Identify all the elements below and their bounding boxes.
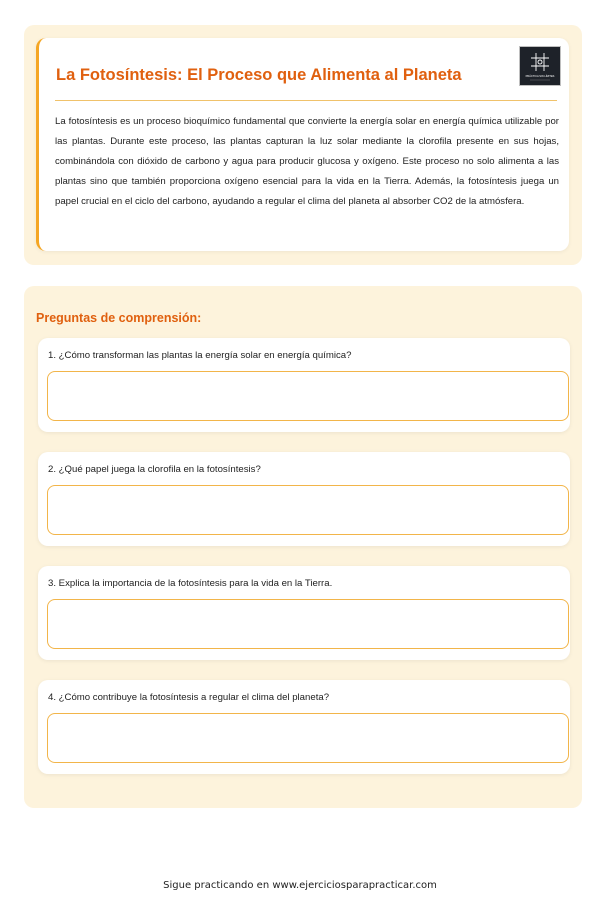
answer-box[interactable]	[47, 599, 569, 649]
question-card	[38, 452, 570, 546]
question-text: 2. ¿Qué papel juega la clorofila en la fotosíntesis?	[48, 464, 261, 475]
title-divider	[55, 100, 557, 101]
answer-box[interactable]	[47, 371, 569, 421]
question-text: 1. ¿Cómo transforman las plantas la energía solar en energía química?	[48, 350, 352, 361]
answer-box[interactable]	[47, 485, 569, 535]
questions-heading: Preguntas de comprensión:	[36, 311, 202, 325]
reading-card	[36, 38, 569, 251]
footer-text: Sigue practicando en www.ejerciciosparapracticar.com	[163, 880, 437, 891]
question-card	[38, 338, 570, 432]
question-card	[38, 566, 570, 660]
question-card	[38, 680, 570, 774]
logo-text: PRÁCTICA SIN LÍMITES	[525, 75, 555, 78]
reading-paragraph: La fotosíntesis es un proceso bioquímico fundamental que convierte la energía solar en energía química utilizable por las plantas. Durante este proceso, las plantas capturan la luz solar mediante la clorofila presente en sus hojas, combinándola con dióxido de carbono y agua para producir glucosa y oxígeno. Este proceso no solo alimenta a las plantas sino que también proporciona oxígeno esencial para la vida en la Tierra. Además, la fotosíntesis juega un papel crucial en el ciclo del carbono, ayudando a regular el clima del planeta al absorber CO2 de la atmósfera.	[55, 116, 559, 207]
page-title: La Fotosíntesis: El Proceso que Alimenta al Planeta	[56, 66, 462, 84]
brand-logo	[519, 46, 561, 86]
question-text: 4. ¿Cómo contribuye la fotosíntesis a regular el clima del planeta?	[48, 692, 330, 703]
question-text: 3. Explica la importancia de la fotosíntesis para la vida en la Tierra.	[48, 578, 333, 589]
answer-box[interactable]	[47, 713, 569, 763]
